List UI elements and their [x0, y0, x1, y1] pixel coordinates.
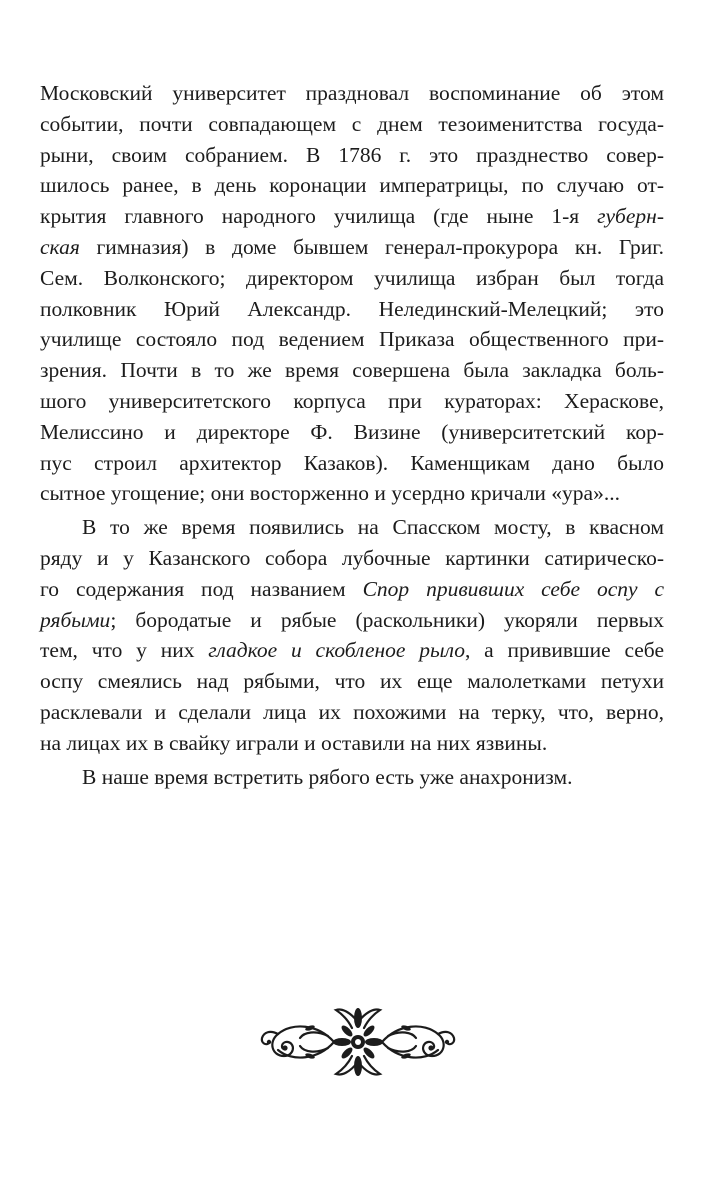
text-segment: оспу смеялись над рябыми, что их еще малолетками петухи — [40, 669, 664, 694]
text-line — [40, 635, 664, 666]
text-line — [40, 232, 664, 263]
text-segment: зрения. Почти в то же время совершена была закладка боль- — [40, 358, 664, 383]
text-line — [40, 294, 664, 325]
text-segment: ряду и у Казанского собора лубочные картинки сатирическо- — [40, 545, 664, 570]
italic-text: ская — [40, 234, 80, 259]
text-segment: пус строил архитектор Казаков). Каменщикам дано было — [40, 450, 664, 475]
text-line — [40, 728, 664, 759]
text-line — [40, 201, 664, 232]
text-segment: ; бородатые и рябые (раскольники) укоряли первых — [110, 607, 664, 632]
italic-text: рябыми — [40, 607, 111, 632]
text-segment: гимназия) в доме бывшем генерал-прокурора кн. Григ. — [79, 234, 664, 259]
text-line — [40, 762, 664, 793]
text-line — [40, 324, 664, 355]
text-segment: расклевали и сделали лица их похожими на терку, что, верно, — [40, 699, 664, 724]
text-line — [40, 478, 664, 509]
text-line — [40, 386, 664, 417]
text-segment: , а привившие себе — [464, 638, 664, 663]
italic-text: Спор привившиx себе оспу с — [362, 576, 664, 601]
text-line — [40, 417, 664, 448]
text-segment: событии, почти совпадающем с днем тезоименитства госуда- — [40, 111, 664, 136]
text-segment: рыни, своим собранием. В 1786 г. это празднество совер- — [40, 142, 664, 167]
text-line — [40, 140, 664, 171]
text-segment: Сем. Волконского; директором училища избран был тогда — [40, 265, 664, 290]
text-segment: Московский университет праздновал воспоминание об этом — [40, 81, 664, 105]
body-text — [40, 78, 664, 792]
text-segment: Мелиссино и директоре Ф. Визине (университетский кор- — [40, 419, 664, 444]
text-segment: полковник Юрий Александр. Нелединский-Мелецкий; это — [40, 296, 664, 321]
text-segment: В то же время появились на Спасском мосту, в квасном — [82, 515, 664, 540]
text-line — [40, 574, 664, 605]
text-segment: училище состояло под ведением Приказа общественного при- — [40, 327, 664, 352]
floral-vignette-icon — [258, 1002, 458, 1082]
text-line — [40, 512, 664, 543]
text-line — [40, 666, 664, 697]
paragraph — [40, 78, 664, 509]
italic-text: гладкое и скобленое рыло — [208, 638, 465, 663]
text-segment: В наше время встретить рябого есть уже анахронизм. — [82, 764, 573, 789]
text-segment: тем, что у них — [40, 638, 209, 663]
text-segment: на лицах их в свайку играли и оставили на них язвины. — [40, 730, 548, 755]
text-line — [40, 697, 664, 728]
text-segment: сытное угощение; они восторженно и усердно кричали «ура»... — [40, 481, 620, 506]
text-line — [40, 109, 664, 140]
text-segment: шого университетского корпуса при кураторах: Хераскове, — [40, 388, 664, 413]
text-line — [40, 170, 664, 201]
text-line — [40, 355, 664, 386]
text-segment: шилось ранее, в день коронации императрицы, по случаю от- — [40, 173, 664, 198]
text-line — [40, 448, 664, 479]
text-segment: го содержания под названием — [40, 576, 363, 601]
text-line — [40, 263, 664, 294]
text-line — [40, 78, 664, 109]
italic-text: губерн- — [597, 204, 664, 229]
text-line — [40, 605, 664, 636]
text-line — [40, 543, 664, 574]
paragraph — [40, 512, 664, 758]
paragraph — [40, 762, 664, 793]
text-segment: крытия главного народного училища (где ныне 1-я — [40, 204, 598, 229]
